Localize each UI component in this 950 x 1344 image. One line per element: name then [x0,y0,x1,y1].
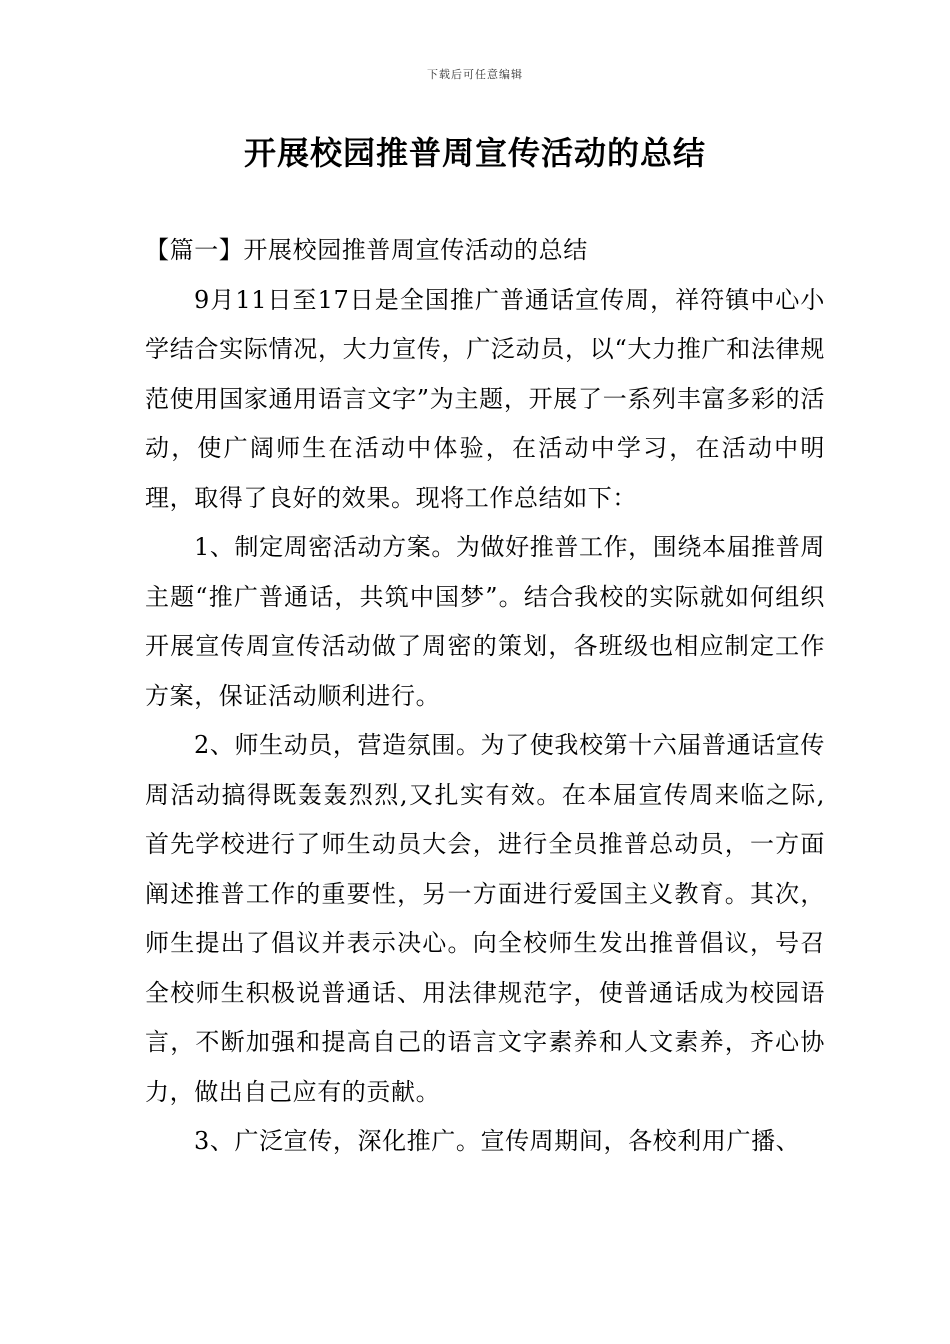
paragraph-2: 2、师生动员，营造氛围。为了使我校第十六届普通话宣传周活动搞得既轰轰烈烈,又扎实有效。在本届宣传周来临之际,首先学校进行了师生动员大会，进行全员推普总动员，一方面阐述推普工作的重要性，另一方面进行爱国主义教育。其次，师生提出了倡议并表示决心。向全校师生发出推普倡议，号召全校师生积极说普通话、用法律规范字，使普通话成为校园语言，不断加强和提高自己的语言文字素养和人文素养，齐心协力，做出自己应有的贡献。 [145,731,825,1106]
header-note: 下载后可任意编辑 [427,68,523,81]
document-title: 开展校园推普周宣传活动的总结 [243,134,706,172]
document-body [145,226,825,1167]
paragraph-intro: 9月11日至17日是全国推广普通话宣传周，祥符镇中心小学结合实际情况，大力宣传，广泛动员，以“大力推广和法律规范使用国家通用语言文字”为主题，开展了一系列丰富多彩的活动，使广阔师生在活动中体验，在活动中学习，在活动中明理，取得了良好的效果。现将工作总结如下： [145,285,825,512]
paragraph-3: 3、广泛宣传，深化推广。宣传周期间，各校利用广播、 [194,1127,801,1155]
section-heading: 【篇一】开展校园推普周宣传活动的总结 [145,236,588,264]
paragraph-1: 1、制定周密活动方案。为做好推普工作，围绕本届推普周主题“推广普通话，共筑中国梦”。结合我校的实际就如何组织开展宣传周宣传活动做了周密的策划，各班级也相应制定工作方案，保证活动顺利进行。 [145,533,825,710]
